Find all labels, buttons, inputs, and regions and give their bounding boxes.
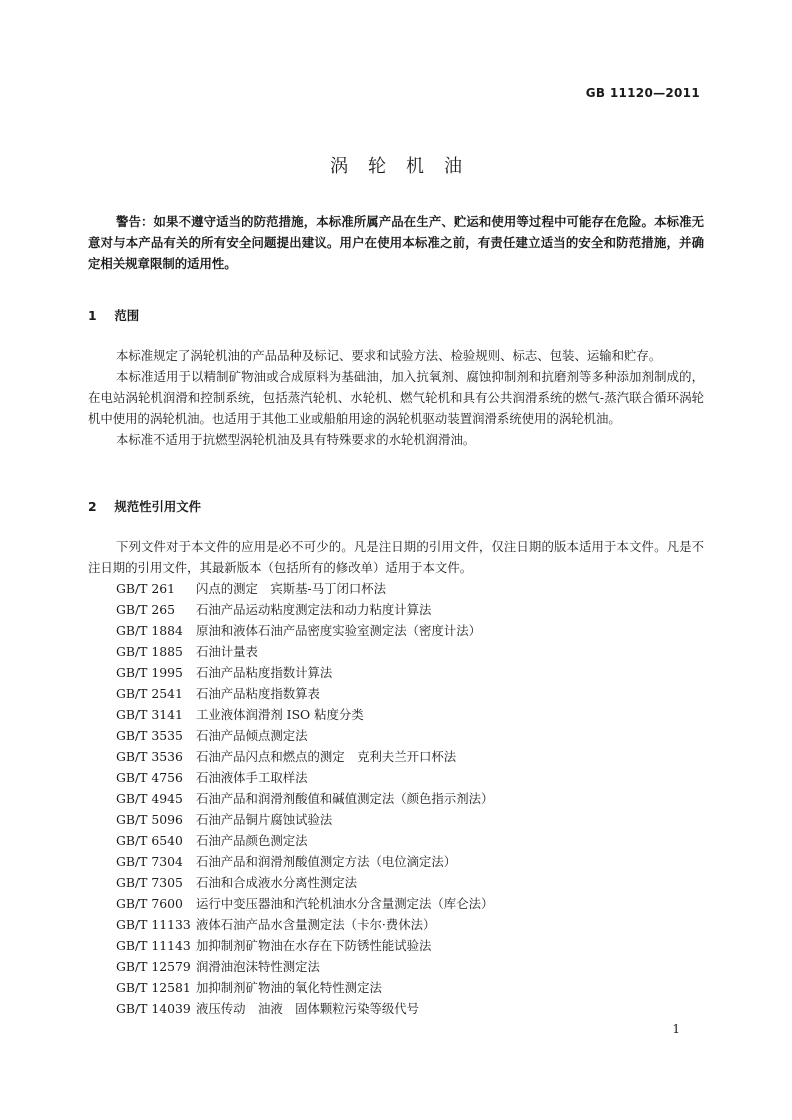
reference-item: [116, 620, 706, 641]
reference-code: GB/T 261: [116, 581, 176, 596]
reference-item: [116, 767, 706, 788]
reference-name: 原油和液体石油产品密度实验室测定法（密度计法）: [196, 623, 481, 638]
document-title: 涡轮机油: [330, 156, 482, 177]
reference-code: GB/T 3536: [116, 749, 183, 764]
reference-code: GB/T 4756: [116, 770, 183, 785]
reference-name: 加抑制剂矿物油在水存在下防锈性能试验法: [196, 938, 432, 953]
reference-code: GB/T 7304: [116, 854, 183, 869]
reference-name: 液压传动 油液 固体颗粒污染等级代号: [196, 1001, 420, 1016]
reference-name: 加抑制剂矿物油的氧化特性测定法: [196, 980, 382, 995]
reference-item: [116, 935, 706, 956]
reference-item: [116, 662, 706, 683]
reference-code: GB/T 14039: [116, 1001, 191, 1016]
reference-name: 闪点的测定 宾斯基-马丁闭口杯法: [196, 581, 387, 596]
safety-warning: 警告：如果不遵守适当的防范措施，本标准所属产品在生产、贮运和使用等过程中可能存在危险。本标准无意对与本产品有关的所有安全问题提出建议。用户在使用本标准之前，有责任建立适当的安全和防范措施，并确定相关规章限制的适用性。: [88, 214, 704, 271]
paragraph: 下列文件对于本文件的应用是必不可少的。凡是注日期的引用文件，仅注日期的版本适用于本文件。凡是不注日期的引用文件，其最新版本（包括所有的修改单）适用于本文件。: [88, 539, 704, 575]
reference-code: GB/T 5096: [116, 812, 183, 827]
reference-item: [116, 851, 706, 872]
reference-name: 石油液体手工取样法: [196, 770, 308, 785]
reference-item: [116, 893, 706, 914]
reference-item: [116, 599, 706, 620]
reference-item: [116, 809, 706, 830]
reference-code: GB/T 3535: [116, 728, 183, 743]
reference-name: 石油产品闪点和燃点的测定 克利夫兰开口杯法: [196, 749, 457, 764]
reference-code: GB/T 12579: [116, 959, 191, 974]
reference-code: GB/T 11143: [116, 938, 191, 953]
section-title: 范围: [114, 308, 140, 323]
reference-name: 运行中变压器油和汽轮机油水分含量测定法（库仑法）: [196, 896, 494, 911]
section-number: 1: [88, 308, 97, 323]
reference-item: [116, 956, 706, 977]
page-number: 1: [672, 1022, 680, 1036]
reference-item: [116, 683, 706, 704]
reference-name: 石油产品粘度指数计算法: [196, 665, 333, 680]
reference-name: 石油计量表: [196, 644, 258, 659]
reference-code: GB/T 6540: [116, 833, 183, 848]
reference-name: 石油产品和润滑剂酸值和碱值测定法（颜色指示剂法）: [196, 791, 494, 806]
section-heading-normative-references: [88, 497, 201, 515]
reference-code: GB/T 265: [116, 602, 176, 617]
reference-code: GB/T 1995: [116, 665, 183, 680]
reference-name: 石油和合成液水分离性测定法: [196, 875, 358, 890]
reference-code: GB/T 3141: [116, 707, 183, 722]
reference-item: [116, 977, 706, 998]
reference-item: [116, 914, 706, 935]
reference-list: [116, 578, 706, 1019]
reference-item: [116, 746, 706, 767]
references-intro: [88, 536, 704, 578]
reference-code: GB/T 7305: [116, 875, 183, 890]
scope-body: [88, 345, 704, 450]
paragraph: 本标准规定了涡轮机油的产品品种及标记、要求和试验方法、检验规则、标志、包装、运输和贮存。: [116, 348, 662, 363]
reference-code: GB/T 7600: [116, 896, 183, 911]
reference-name: 石油产品铜片腐蚀试验法: [196, 812, 333, 827]
reference-item: [116, 578, 706, 599]
reference-code: GB/T 1885: [116, 644, 183, 659]
section-number: 2: [88, 499, 97, 514]
section-title: 规范性引用文件: [114, 499, 202, 514]
reference-code: GB/T 2541: [116, 686, 183, 701]
reference-item: [116, 788, 706, 809]
reference-item: [116, 830, 706, 851]
section-heading-scope: [88, 306, 139, 324]
reference-name: 液体石油产品水含量测定法（卡尔·费休法）: [196, 917, 436, 932]
reference-name: 工业液体润滑剂 ISO 粘度分类: [196, 707, 364, 722]
paragraph: 本标准不适用于抗燃型涡轮机油及具有特殊要求的水轮机润滑油。: [116, 432, 476, 447]
reference-name: 石油产品倾点测定法: [196, 728, 308, 743]
paragraph: 本标准适用于以精制矿物油或合成原料为基础油，加入抗氧剂、腐蚀抑制剂和抗磨剂等多种添加剂制成的，在电站涡轮机润滑和控制系统，包括蒸汽轮机、水轮机、燃气轮机和具有公共润滑系统的燃气-蒸汽联合循环涡轮机中使用的涡轮机油。也适用于其他工业或船舶用途的涡轮机驱动装置润滑系统使用的涡轮机油。: [88, 369, 704, 426]
standard-code: GB 11120—2011: [585, 86, 700, 100]
reference-code: GB/T 11133: [116, 917, 191, 932]
reference-item: [116, 872, 706, 893]
reference-name: 石油产品运动粘度测定法和动力粘度计算法: [196, 602, 432, 617]
reference-name: 石油产品和润滑剂酸值测定方法（电位滴定法）: [196, 854, 457, 869]
reference-name: 润滑油泡沫特性测定法: [196, 959, 320, 974]
reference-name: 石油产品粘度指数算表: [196, 686, 320, 701]
reference-code: GB/T 1884: [116, 623, 183, 638]
reference-item: [116, 998, 706, 1019]
reference-code: GB/T 12581: [116, 980, 191, 995]
reference-item: [116, 641, 706, 662]
reference-code: GB/T 4945: [116, 791, 183, 806]
reference-name: 石油产品颜色测定法: [196, 833, 308, 848]
reference-item: [116, 704, 706, 725]
reference-item: [116, 725, 706, 746]
